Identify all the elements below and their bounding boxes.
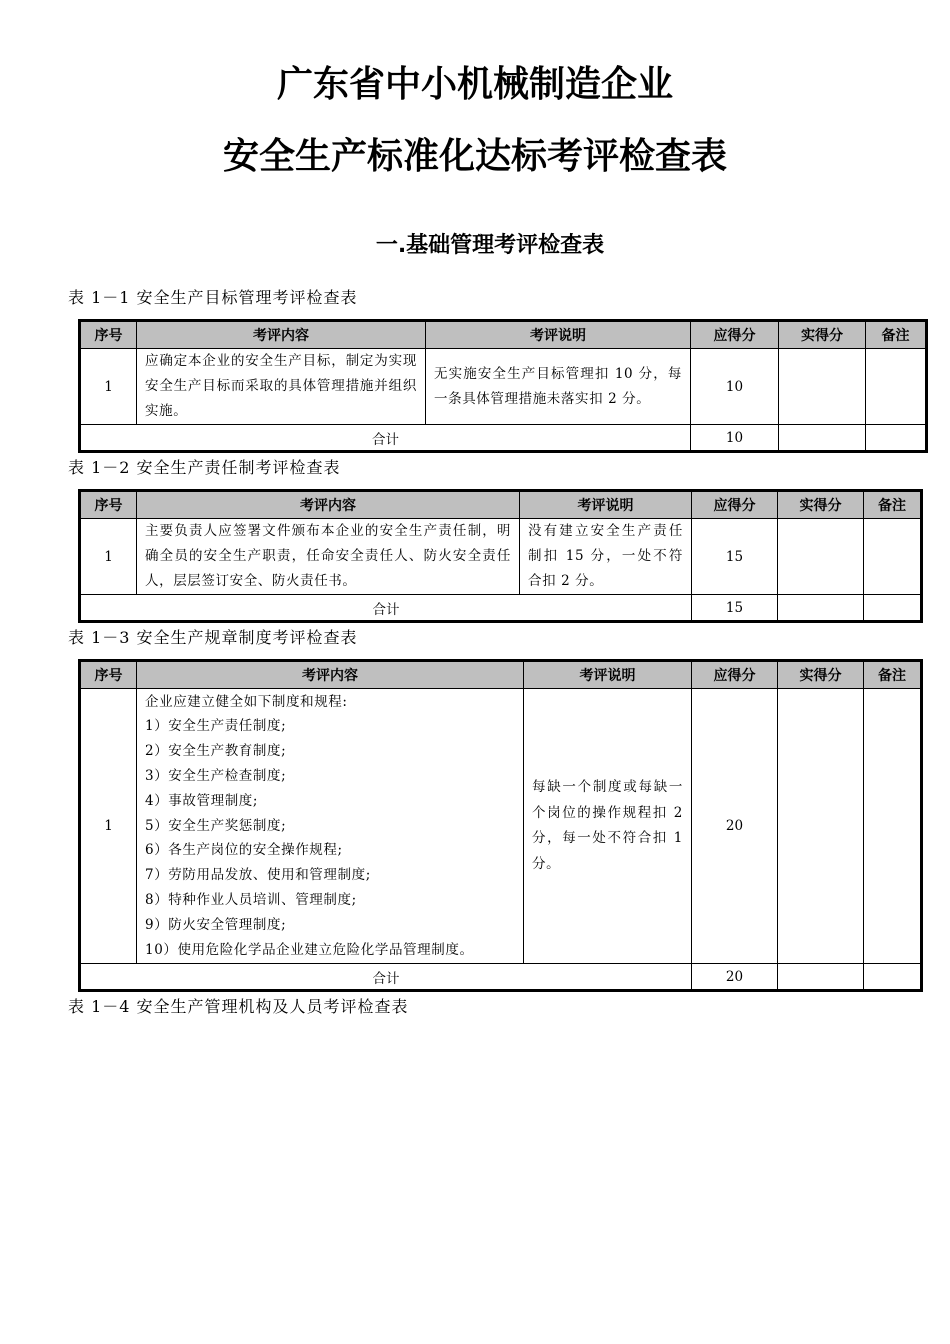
table-row <box>80 519 922 595</box>
total-label: 合计 <box>80 595 692 622</box>
header-explain: 考评说明 <box>524 661 692 689</box>
list-item: 8）特种作业人员培训、管理制度; <box>145 891 357 908</box>
cell-actual-score[interactable] <box>778 689 864 964</box>
table-caption-1-2: 表 1－2 安全生产责任制考评检查表 <box>68 458 341 477</box>
table-row <box>80 689 922 964</box>
list-item: 企业应建立健全如下制度和规程: <box>145 693 348 710</box>
cell-seq: 1 <box>80 349 137 425</box>
total-remark[interactable] <box>864 964 922 991</box>
cell-remark[interactable] <box>866 349 927 425</box>
document-title-line-1: 广东省中小机械制造企业 <box>276 64 673 105</box>
document-title-line-2: 安全生产标准化达标考评检查表 <box>222 136 727 177</box>
cell-should-score: 20 <box>692 689 778 964</box>
cell-explain: 每缺一个制度或每缺一个岗位的操作规程扣 2 分，每一处不符合扣 1 分。 <box>524 689 692 964</box>
cell-seq: 1 <box>80 689 137 964</box>
section-heading: 一.基础管理考评检查表 <box>375 233 605 258</box>
header-seq: 序号 <box>80 661 137 689</box>
total-actual-score[interactable] <box>778 964 864 991</box>
header-should-score: 应得分 <box>692 491 778 519</box>
total-remark[interactable] <box>864 595 922 622</box>
cell-content: 应确定本企业的安全生产目标，制定为实现安全生产目标而采取的具体管理措施并组织实施。 <box>137 349 426 425</box>
list-item: 5）安全生产奖惩制度; <box>145 817 287 834</box>
total-label: 合计 <box>80 964 692 991</box>
cell-should-score: 10 <box>691 349 779 425</box>
header-seq: 序号 <box>80 491 137 519</box>
total-row <box>80 964 922 991</box>
cell-actual-score[interactable] <box>779 349 866 425</box>
total-row <box>80 425 927 452</box>
header-explain: 考评说明 <box>520 491 692 519</box>
total-actual-score[interactable] <box>779 425 866 452</box>
total-label: 合计 <box>80 425 691 452</box>
header-should-score: 应得分 <box>692 661 778 689</box>
total-should-score: 20 <box>692 964 778 991</box>
cell-remark[interactable] <box>864 519 922 595</box>
list-item: 6）各生产岗位的安全操作规程; <box>145 842 343 859</box>
list-item: 10）使用危险化学品企业建立危险化学品管理制度。 <box>145 941 474 958</box>
cell-actual-score[interactable] <box>778 519 864 595</box>
header-actual-score: 实得分 <box>778 661 864 689</box>
header-actual-score: 实得分 <box>779 321 866 349</box>
header-actual-score: 实得分 <box>778 491 864 519</box>
table-1-2 <box>78 489 923 623</box>
total-should-score: 15 <box>692 595 778 622</box>
header-content: 考评内容 <box>137 661 524 689</box>
total-row <box>80 595 922 622</box>
list-item: 3）安全生产检查制度; <box>145 768 287 784</box>
cell-content-list <box>137 689 524 964</box>
cell-explain: 无实施安全生产目标管理扣 10 分，每一条具体管理措施未落实扣 2 分。 <box>426 349 691 425</box>
header-remark: 备注 <box>864 661 922 689</box>
total-actual-score[interactable] <box>778 595 864 622</box>
table-1-1 <box>78 319 928 453</box>
header-content: 考评内容 <box>137 491 520 519</box>
header-seq: 序号 <box>80 321 137 349</box>
cell-should-score: 15 <box>692 519 778 595</box>
cell-remark[interactable] <box>864 689 922 964</box>
table-1-3 <box>78 659 923 992</box>
header-remark: 备注 <box>866 321 927 349</box>
list-item: 1）安全生产责任制度; <box>145 718 287 735</box>
total-should-score: 10 <box>691 425 779 452</box>
cell-content: 主要负责人应签署文件颁布本企业的安全生产责任制，明确全员的安全生产职责，任命安全责任人、防火安全责任人，层层签订安全、防火责任书。 <box>137 519 520 595</box>
table-caption-1-1: 表 1－1 安全生产目标管理考评检查表 <box>68 288 358 307</box>
cell-seq: 1 <box>80 519 137 595</box>
total-remark[interactable] <box>866 425 927 452</box>
list-item: 9）防火安全管理制度; <box>145 916 287 933</box>
table-caption-1-4: 表 1－4 安全生产管理机构及人员考评检查表 <box>68 997 409 1016</box>
cell-explain: 没有建立安全生产责任制扣 15 分，一处不符合扣 2 分。 <box>520 519 692 595</box>
table-caption-1-3: 表 1－3 安全生产规章制度考评检查表 <box>68 628 358 647</box>
header-remark: 备注 <box>864 491 922 519</box>
table-row <box>80 349 927 425</box>
list-item: 4）事故管理制度; <box>145 792 259 809</box>
list-item: 2）安全生产教育制度; <box>145 743 287 760</box>
header-content: 考评内容 <box>137 321 426 349</box>
header-should-score: 应得分 <box>691 321 779 349</box>
header-explain: 考评说明 <box>426 321 691 349</box>
list-item: 7）劳防用品发放、使用和管理制度; <box>145 867 371 884</box>
